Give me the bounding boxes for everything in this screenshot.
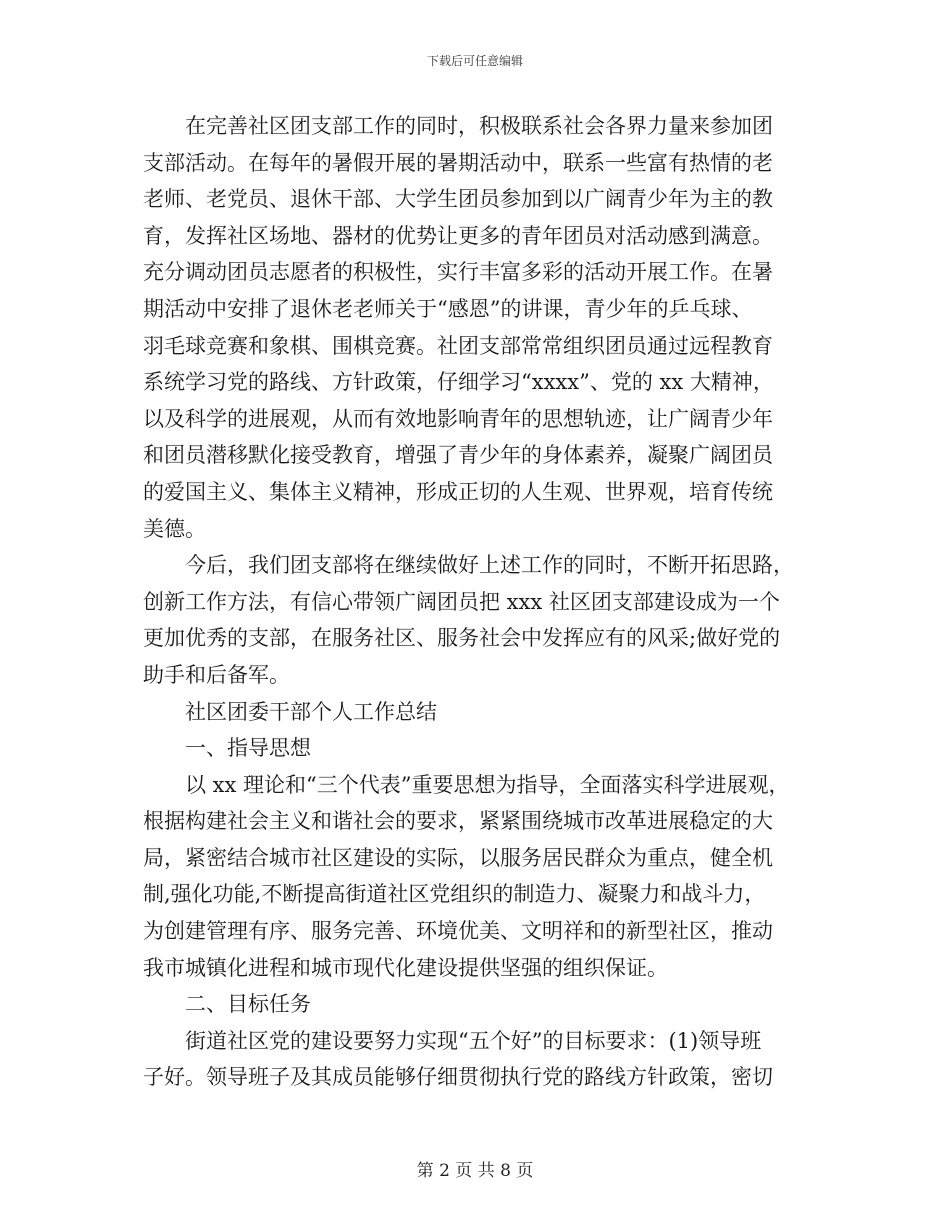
text-line: 的爱国主义、集体主义精神，形成正切的人生观、世界观，培育传统 [143,479,773,504]
text-line: 在完善社区团支部工作的同时，积极联系社会各界力量来参加团 [185,114,773,138]
document-body [143,108,828,1096]
page-header: 下载后可任意编辑 [426,54,523,68]
text-line: 系统学习党的路线、方针政策，仔细学习“xxxx”、党的 xx 大精神， [143,370,774,395]
text-line: 以 xx 理论和“三个代表”重要思想为指导，全面落实科学进展观， [185,772,790,797]
text-line: 我市城镇化进程和城市现代化建设提供坚强的组织保证。 [143,955,668,980]
text-line: 局，紧密结合城市社区建设的实际，以服务居民群众为重点，健全机 [143,845,773,870]
text-line: 美德。 [143,516,206,541]
text-line: 二、目标任务 [185,992,311,1017]
text-line: 社区团委干部个人工作总结 [185,699,437,724]
text-line: 和团员潜移默化接受教育，增强了青少年的身体素养，凝聚广阔团员 [143,443,773,468]
page-number: 第 2 页 共 8 页 [416,1161,534,1181]
text-line: 制,强化功能,不断提高街道社区党组织的制造力、凝聚力和战斗力， [143,882,766,907]
text-line: 子好。领导班子及其成员能够仔细贯彻执行党的路线方针政策，密切 [143,1065,773,1090]
text-line: 街道社区党的建设要努力实现“五个好”的目标要求：(1)领导班 [185,1028,762,1053]
text-line: 老师、老党员、退休干部、大学生团员参加到以广阔青少年为主的教 [143,187,773,212]
text-line: 支部活动。在每年的暑假开展的暑期活动中，联系一些富有热情的老 [143,150,773,175]
text-line: 育，发挥社区场地、器材的优势让更多的青年团员对活动感到满意。 [143,223,773,248]
text-line: 羽毛球竞赛和象棋、围棋竞赛。社团支部常常组织团员通过远程教育 [143,333,773,358]
text-line: 根据构建社会主义和谐社会的要求，紧紧围绕城市改革进展稳定的大 [143,809,773,834]
text-line: 更加优秀的支部，在服务社区、服务社会中发挥应有的风采;做好党的 [143,626,781,651]
text-line: 期活动中安排了退休老老师关于“感恩”的讲课，青少年的乒乓球、 [143,296,753,321]
text-line: 创新工作方法，有信心带领广阔团员把 xxx 社区团支部建设成为一个 [143,589,780,614]
text-line: 以及科学的进展观，从而有效地影响青年的思想轨迹，让广阔青少年 [143,406,773,431]
text-line: 今后，我们团支部将在继续做好上述工作的同时，不断开拓思路， [185,553,794,578]
text-line: 助手和后备军。 [143,662,290,687]
text-line: 一、指导思想 [185,736,311,761]
text-line: 充分调动团员志愿者的积极性，实行丰富多彩的活动开展工作。在暑 [143,260,773,285]
text-line: 为创建管理有序、服务完善、环境优美、文明祥和的新型社区，推动 [143,919,773,944]
